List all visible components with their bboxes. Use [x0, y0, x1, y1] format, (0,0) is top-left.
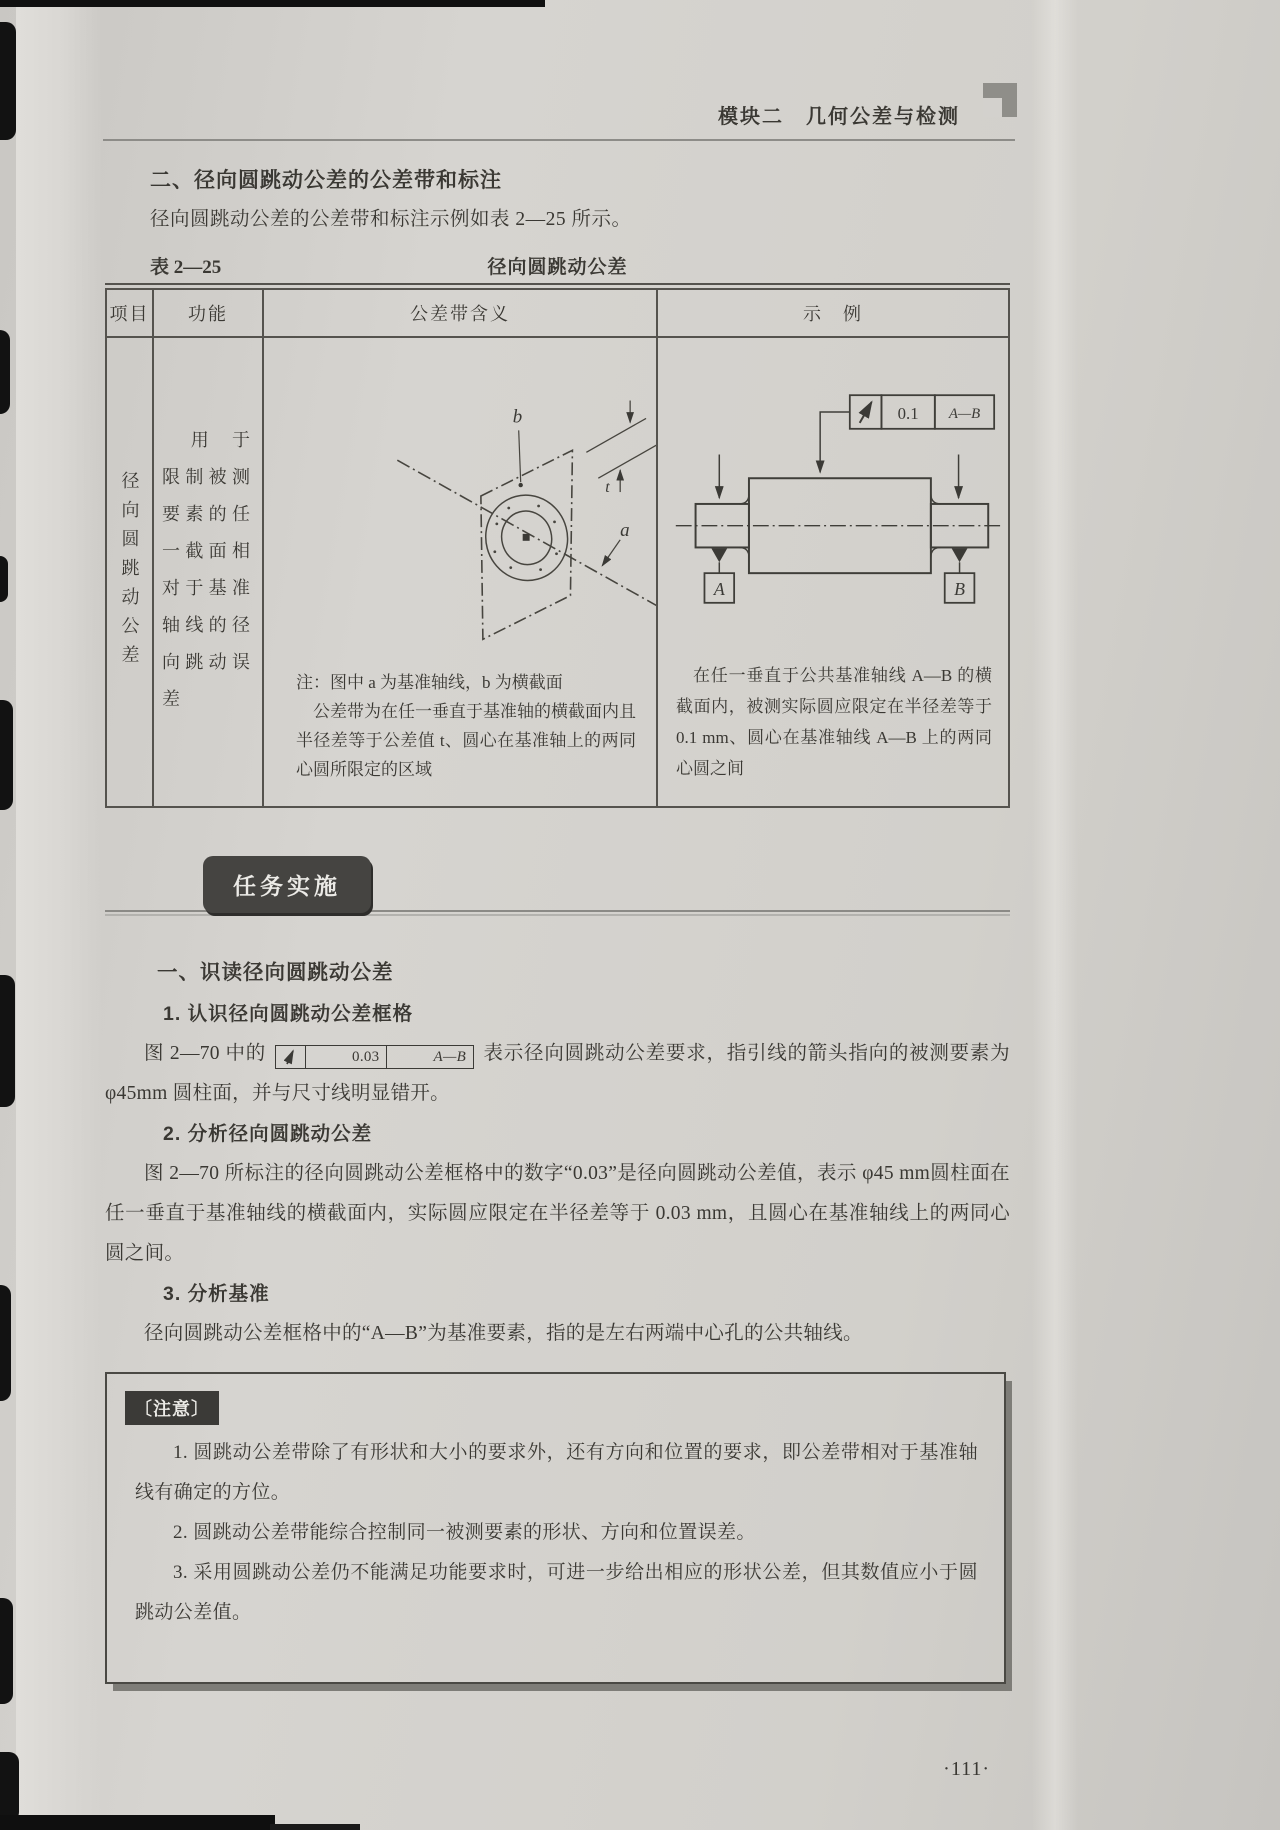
inline-frame-datum: A—B	[386, 1046, 473, 1068]
axis-center-mark	[523, 534, 530, 541]
zone-note-body: 公差带为在任一垂直于基准轴的横截面内且半径差等于公差值 t、圆心在基准轴上的两同心圆所限定的区域	[296, 702, 636, 779]
zone-note	[264, 668, 656, 784]
note-item: 1. 圆跳动公差带除了有形状和大小的要求外，还有方向和位置的要求，即公差带相对于基准轴线有确定的方位。	[135, 1442, 978, 1503]
note-item: 2. 圆跳动公差带能综合控制同一被测要素的形状、方向和位置误差。	[173, 1522, 756, 1543]
p1-before: 图 2—70 中的	[144, 1043, 267, 1064]
table-caption-label: 表 2—25	[150, 257, 222, 278]
note-item: 3. 采用圆跳动公差仍不能满足功能要求时，可进一步给出相应的形状公差，但其数值应小于圆跳动公差值。	[135, 1562, 978, 1623]
note-box	[105, 1372, 1006, 1684]
runout-symbol-icon	[276, 1046, 305, 1068]
col-header-item: 项目	[107, 290, 154, 336]
note-items	[107, 1433, 1004, 1633]
tolerance-zone-diagram	[264, 338, 656, 668]
task-heading-1: 一、识读径向圆跳动公差	[157, 961, 394, 984]
zone-width-line	[598, 444, 656, 478]
runout-symbol-icon	[860, 402, 872, 423]
cell-function: 用于限制被测要素的任一截面相对于基准轴线的径向跳动误差	[154, 338, 264, 806]
frame-value: 0.1	[897, 403, 919, 423]
datum-target-b	[945, 548, 975, 602]
table-header-row	[107, 290, 1008, 338]
task-banner: 任务实施	[203, 856, 371, 913]
task-body	[105, 952, 1010, 1354]
col-header-example: 示 例	[803, 304, 863, 324]
scan-artifact	[0, 556, 8, 602]
scan-artifact	[0, 1285, 11, 1401]
label-b-leader	[519, 430, 521, 482]
note-badge: 〔注意〕	[125, 1391, 219, 1425]
cell-example	[658, 338, 1008, 806]
scan-artifact	[0, 22, 16, 140]
p1-after: 表示径向圆跳动公差要求，指引线的箭头指向的被测要素为 φ45mm 圆柱面，并与尺寸线明显错开。	[105, 1043, 1010, 1104]
section-intro: 径向圆跳动公差的公差带和标注示例如表 2—25 所示。	[150, 209, 632, 230]
task-subheading-2: 2. 分析径向圆跳动公差	[163, 1123, 373, 1145]
label-t: t	[605, 479, 610, 497]
feature-control-frame	[850, 395, 994, 429]
page-number: ·111·	[943, 1758, 990, 1780]
example-drawing	[658, 338, 1008, 660]
col-header-zone: 公差带含义	[264, 290, 658, 336]
task-paragraph-2: 图 2—70 所标注的径向圆跳动公差框格中的数字“0.03”是径向圆跳动公差值，表示 φ45 mm圆柱面在任一垂直于基准轴线的横截面内，实际圆应限定在半径差等于 0.03 mm，且圆心在基准轴线上的两同心圆之间。	[105, 1163, 1010, 1264]
page-corner-mark	[983, 83, 1017, 117]
zone-note-prefix: 注：图中 a 为基准轴线，b 为横截面	[296, 673, 563, 692]
zone-width-line	[586, 418, 646, 452]
table-caption	[105, 252, 1010, 284]
cell-zone-meaning	[264, 338, 658, 806]
task-subheading-3: 3. 分析基准	[163, 1283, 270, 1305]
scan-artifact	[0, 330, 10, 414]
scan-artifact-top-strip	[0, 0, 545, 7]
scan-artifact	[0, 700, 13, 810]
label-a-leader	[602, 540, 620, 566]
datum-target-a	[704, 548, 734, 602]
header-rule	[103, 139, 1015, 141]
task-paragraph-3: 径向圆跳动公差框格中的“A—B”为基准要素，指的是左右两端中心孔的公共轴线。	[144, 1323, 863, 1344]
paper-crease	[1032, 0, 1078, 1830]
scan-artifact	[0, 975, 15, 1107]
inline-frame-value: 0.03	[305, 1046, 386, 1068]
frame-datum: A—B	[948, 405, 981, 422]
table-body-row	[107, 338, 1008, 806]
table-caption-title: 径向圆跳动公差	[487, 257, 628, 278]
task-paragraph-1	[105, 1034, 1010, 1114]
cross-section-plane	[481, 450, 573, 639]
datum-b-label: B	[954, 578, 965, 599]
scan-artifact	[0, 1752, 19, 1822]
label-b: b	[512, 406, 523, 428]
scan-artifact-bottom-strip	[0, 1815, 275, 1830]
cell-item	[107, 338, 154, 806]
col-header-function: 功能	[154, 290, 264, 336]
item-vertical-text: 径向圆跳动公差	[119, 470, 140, 674]
frame-leader	[820, 412, 850, 472]
scan-edge-highlight	[16, 0, 102, 1830]
label-a: a	[620, 519, 630, 541]
section-heading: 二、径向圆跳动公差的公差带和标注	[150, 169, 502, 192]
example-caption: 在任一垂直于公共基准轴线 A—B 的横截面内，被测实际圆应限定在半径差等于 0.1 mm、圆心在基准轴线 A—B 上的两同心圆之间	[676, 666, 992, 778]
feature-control-frame-inline	[275, 1045, 474, 1069]
scan-artifact	[0, 1598, 13, 1704]
scan-artifact-bottom-strip	[270, 1824, 360, 1830]
running-header: 模块二 几何公差与检测	[718, 106, 960, 128]
runout-tolerance-table	[105, 288, 1010, 808]
task-subheading-1: 1. 认识径向圆跳动公差框格	[163, 1003, 414, 1025]
datum-a-label: A	[713, 578, 725, 599]
